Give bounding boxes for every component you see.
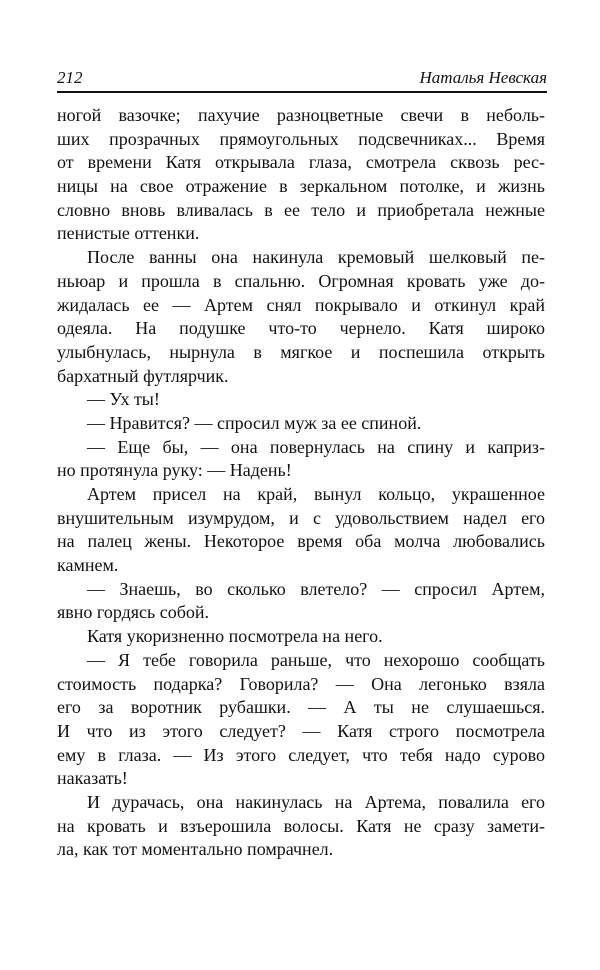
text-line: И дурачась, она накинулась на Артема, повалила его (87, 791, 545, 812)
paragraph (57, 483, 545, 578)
text-line: жидалась ее — Артем снял покрывало и откинул край (57, 294, 545, 315)
text-line: ньюар и прошла в спальню. Огромная кровать уже до- (57, 270, 545, 291)
text-line: явно гордясь собой. (57, 602, 210, 623)
text-line: После ванны она накинула кремовый шелковый пе- (87, 247, 545, 268)
text-line: ла, как тот моментально помрачнел. (57, 839, 334, 860)
text-line: — Ух ты! (87, 389, 160, 410)
text-line: одеяла. На подушке что-то чернело. Катя широко (57, 318, 545, 339)
text-line: камнем. (57, 555, 119, 576)
text-line: бархатный футлярчик. (57, 365, 229, 386)
text-line: стоимость подарка? Говорила? — Она легонько взяла (57, 673, 545, 694)
text-line: Артем присел на край, вынул кольцо, украшенное (87, 484, 545, 504)
paragraph (57, 791, 545, 862)
paragraph (57, 412, 545, 436)
text-line: ему в глаза. — Из этого следует, что тебя надо сурово (57, 744, 545, 765)
text-line: Катя укоризненно посмотрела на него. (87, 626, 383, 647)
paragraph (57, 246, 545, 388)
text-line: на палец жены. Некоторое время оба молча любовались (57, 531, 545, 552)
paragraph (57, 436, 545, 483)
text-line: ногой вазочке; пахучие разноцветные свечи в неболь- (57, 105, 545, 125)
paragraph (57, 649, 545, 791)
text-line: — Знаешь, во сколько влетело? — спросил Артем, (87, 578, 545, 599)
page-body (57, 104, 545, 862)
paragraph (57, 625, 545, 649)
text-line: от времени Катя открывала глаза, смотрела сквозь рес- (57, 152, 545, 173)
paragraph (57, 388, 545, 412)
text-line: пенистые оттенки. (57, 223, 200, 244)
paragraph (57, 104, 545, 246)
header-rule (57, 91, 547, 93)
text-line: на кровать и взъерошила волосы. Катя не сразу замети- (57, 815, 545, 836)
text-line: его за воротник рубашки. — А ты не слушаешься. (57, 697, 545, 718)
text-line: — Еще бы, — она повернулась на спину и каприз- (87, 436, 545, 457)
running-title: Наталья Невская (419, 68, 547, 87)
text-line: но протянула руку: — Надень! (57, 460, 292, 481)
text-line: наказать! (57, 768, 128, 789)
running-header (57, 66, 547, 90)
text-line: улыбнулась, нырнула в мягкое и поспешила открыть (57, 341, 545, 362)
text-line: внушительным изумрудом, и с удовольствием надел его (57, 507, 545, 528)
text-line: словно вновь вливалась в ее тело и приобретала нежные (57, 199, 545, 220)
page-number: 212 (57, 68, 83, 87)
text-line: — Нравится? — спросил муж за ее спиной. (87, 412, 422, 433)
text-line: — Я тебе говорила раньше, что нехорошо сообщать (87, 649, 545, 670)
text-line: И что из этого следует? — Катя строго посмотрела (57, 720, 545, 741)
paragraph (57, 578, 545, 625)
text-line: ших прозрачных прямоугольных подсвечниках... Время (57, 128, 545, 149)
text-line: ницы на свое отражение в зеркальном потолке, и жизнь (57, 176, 545, 197)
